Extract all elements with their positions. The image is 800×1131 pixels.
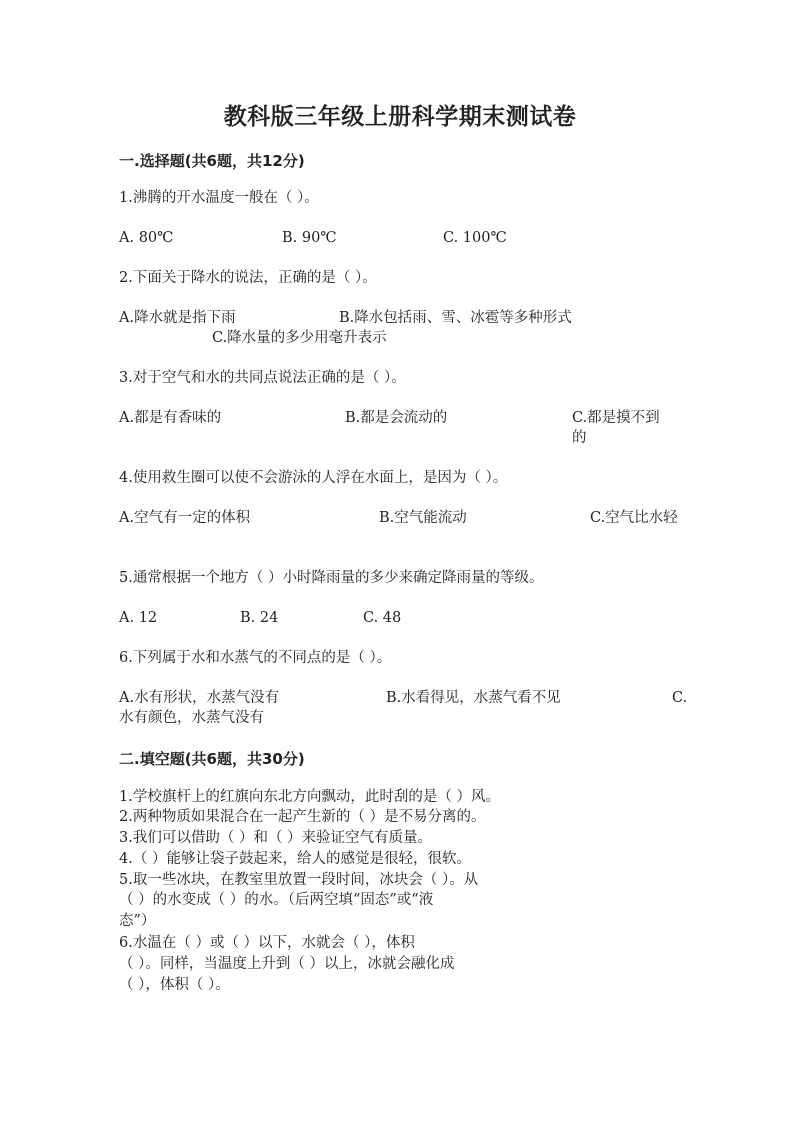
question-stem: 1.沸腾的开水温度一般在（ ）。 — [119, 190, 319, 206]
fill-line: 5.取一些冰块，在教室里放置一段时间，冰块会（ ）。从 — [119, 872, 479, 888]
option-a: A. 80℃ — [119, 230, 174, 246]
option-c: C.都是摸不到的 — [572, 410, 660, 446]
option-b: B. 24 — [240, 610, 279, 626]
option-b: B.降水包括雨、雪、冰雹等多种形式 — [339, 310, 572, 326]
question-stem: 4.使用救生圈可以使不会游泳的人浮在水面上，是因为（ ）。 — [119, 470, 508, 486]
section-heading-choice: 一.选择题(共6题，共12分) — [119, 152, 305, 170]
question-stem: 5.通常根据一个地方（ ）小时降雨量的多少来确定降雨量的等级。 — [119, 570, 544, 586]
option-c: C.水有颜色，水蒸气没有 — [119, 690, 688, 726]
question-stem: 2.下面关于降水的说法，正确的是（ ）。 — [119, 270, 377, 286]
option-b: B.水看得见，水蒸气看不见 — [386, 690, 561, 706]
question-stem: 6.下列属于水和水蒸气的不同点的是（ ）。 — [119, 650, 392, 666]
fill-line: 3.我们可以借助（ ）和（ ）来验证空气有质量。 — [119, 830, 433, 846]
fill-line: 2.两种物质如果混合在一起产生新的（ ）是不易分离的。 — [119, 809, 486, 825]
option-a: A.空气有一定的体积 — [119, 510, 251, 526]
fill-line: （ ）的水变成（ ）的水。（后两空填“固态”或“液 — [119, 892, 434, 908]
option-a: A. 12 — [119, 610, 158, 626]
page-title: 教科版三年级上册科学期末测试卷 — [223, 104, 577, 130]
section-heading-fill: 二.填空题(共6题，共30分) — [119, 750, 305, 768]
option-b: B. 90℃ — [282, 230, 337, 246]
option-c: C.降水量的多少用毫升表示 — [212, 330, 387, 346]
fill-line: （ ）。同样，当温度上升到（ ）以上，冰就会融化成 — [119, 956, 455, 972]
option-a: A.水有形状，水蒸气没有 — [119, 690, 280, 706]
option-b: B.空气能流动 — [379, 510, 467, 526]
fill-line: 6.水温在（ ）或（ ）以下，水就会（ ），体积 — [119, 935, 415, 951]
option-c: C.空气比水轻 — [590, 510, 678, 526]
option-c: C. 48 — [363, 610, 402, 626]
fill-line: （ ），体积（ ）。 — [119, 977, 230, 993]
option-a: A.都是有香味的 — [119, 410, 222, 426]
fill-line: 4.（ ）能够让袋子鼓起来，给人的感觉是很轻，很软。 — [119, 851, 471, 867]
option-a: A.降水就是指下雨 — [119, 310, 236, 326]
question-stem: 3.对于空气和水的共同点说法正确的是（ ）。 — [119, 370, 406, 386]
fill-line: 态”） — [119, 913, 156, 929]
option-c: C. 100℃ — [443, 230, 507, 246]
option-b: B.都是会流动的 — [345, 410, 448, 426]
fill-line: 1.学校旗杆上的红旗向东北方向飘动，此时刮的是（ ）风。 — [119, 789, 500, 805]
